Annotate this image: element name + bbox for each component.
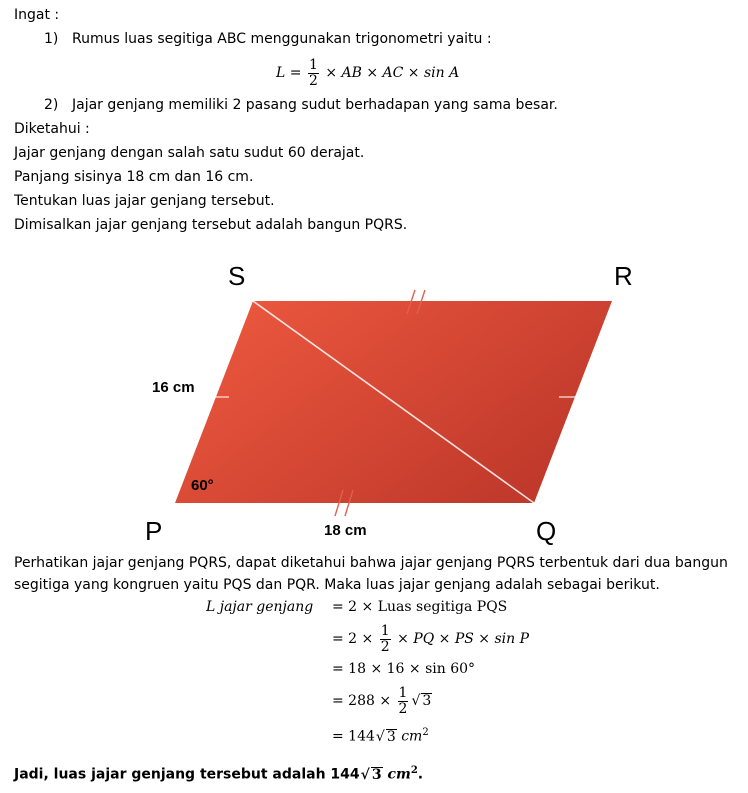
known-line: Jajar genjang dengan salah satu sudut 60 derajat.: [14, 145, 365, 161]
item-2-text: Jajar genjang memiliki 2 pasang sudut berhadapan yang sama besar.: [72, 97, 558, 113]
item-2-number: 2): [44, 97, 59, 113]
calc-step-5-exponent: 2: [422, 727, 429, 738]
ingat-heading: Ingat :: [14, 7, 60, 23]
calc-step-5-unit: cm: [401, 728, 423, 745]
conclusion: [14, 762, 423, 784]
calc-step-5-radicand: 3: [386, 728, 396, 745]
formula-fraction: [308, 58, 319, 88]
sqrt-icon: √: [360, 766, 370, 783]
formula-numerator: 1: [308, 57, 318, 73]
known-line: Dimisalkan jajar genjang tersebut adalah bangun PQRS.: [14, 217, 408, 233]
known-line: Tentukan luas jajar genjang tersebut.: [14, 193, 275, 209]
angle-p-label: 60°: [191, 477, 214, 494]
calc-step-2: [332, 620, 529, 658]
conclusion-exponent: 2: [410, 765, 418, 776]
conclusion-text: Jadi, luas jajar genjang tersebut adalah 144: [14, 766, 360, 783]
calc-step-2-denominator: 2: [380, 639, 390, 655]
sqrt-icon: √: [375, 728, 385, 745]
calc-step-5-pre: = 144: [332, 728, 375, 745]
calc-step-2-fraction: [380, 624, 391, 654]
calc-step-4-pre: = 288 ×: [332, 693, 392, 709]
calc-step-3: = 18 × 16 × sin 60°: [332, 661, 476, 677]
diketahui-heading: Diketahui :: [14, 121, 90, 137]
calc-step-1: = 2 × Luas segitiga PQS: [332, 599, 508, 615]
calc-step-2-pre: = 2 ×: [332, 631, 374, 647]
vertex-s-label: S: [228, 261, 246, 291]
vertex-p-label: P: [145, 516, 163, 546]
item-1-number: 1): [44, 31, 59, 47]
side-ps-length: 16 cm: [152, 379, 195, 396]
calc-step-2-numerator: 1: [380, 623, 390, 639]
known-line: Panjang sisinya 18 cm dan 16 cm.: [14, 169, 254, 185]
explanation-line-2: segitiga yang kongruen yaitu PQS dan PQR. Maka luas jajar genjang adalah sebagai berikut.: [14, 577, 660, 593]
triangle-area-formula: [276, 52, 459, 94]
formula-lhs: L =: [276, 65, 302, 81]
calc-step-4-fraction: [398, 686, 409, 716]
conclusion-period: .: [417, 766, 424, 783]
item-1-text: Rumus luas segitiga ABC menggunakan trigonometri yaitu :: [72, 31, 492, 47]
parallelogram-figure: [0, 250, 748, 550]
calc-step-4-denominator: 2: [398, 701, 408, 717]
vertex-r-label: R: [614, 261, 633, 291]
calc-step-4-radicand: 3: [422, 693, 432, 709]
vertex-q-label: Q: [536, 516, 557, 546]
calc-lhs: L jajar genjang: [206, 599, 314, 615]
calc-step-5: [332, 724, 429, 746]
calc-step-2-post: × PQ × PS × sin P: [397, 631, 530, 647]
calc-step-4: [332, 682, 432, 720]
explanation-line-1: Perhatikan jajar genjang PQRS, dapat diketahui bahwa jajar genjang PQRS terbentuk dari dua bangun: [14, 555, 728, 571]
side-pq-length: 18 cm: [324, 522, 367, 539]
calc-step-4-numerator: 1: [398, 685, 408, 701]
conclusion-unit: cm: [387, 766, 411, 783]
conclusion-radicand: 3: [371, 766, 382, 783]
formula-rhs: × AB × AC × sin A: [325, 65, 460, 81]
sqrt-icon: √: [411, 693, 421, 709]
formula-denominator: 2: [308, 73, 318, 89]
